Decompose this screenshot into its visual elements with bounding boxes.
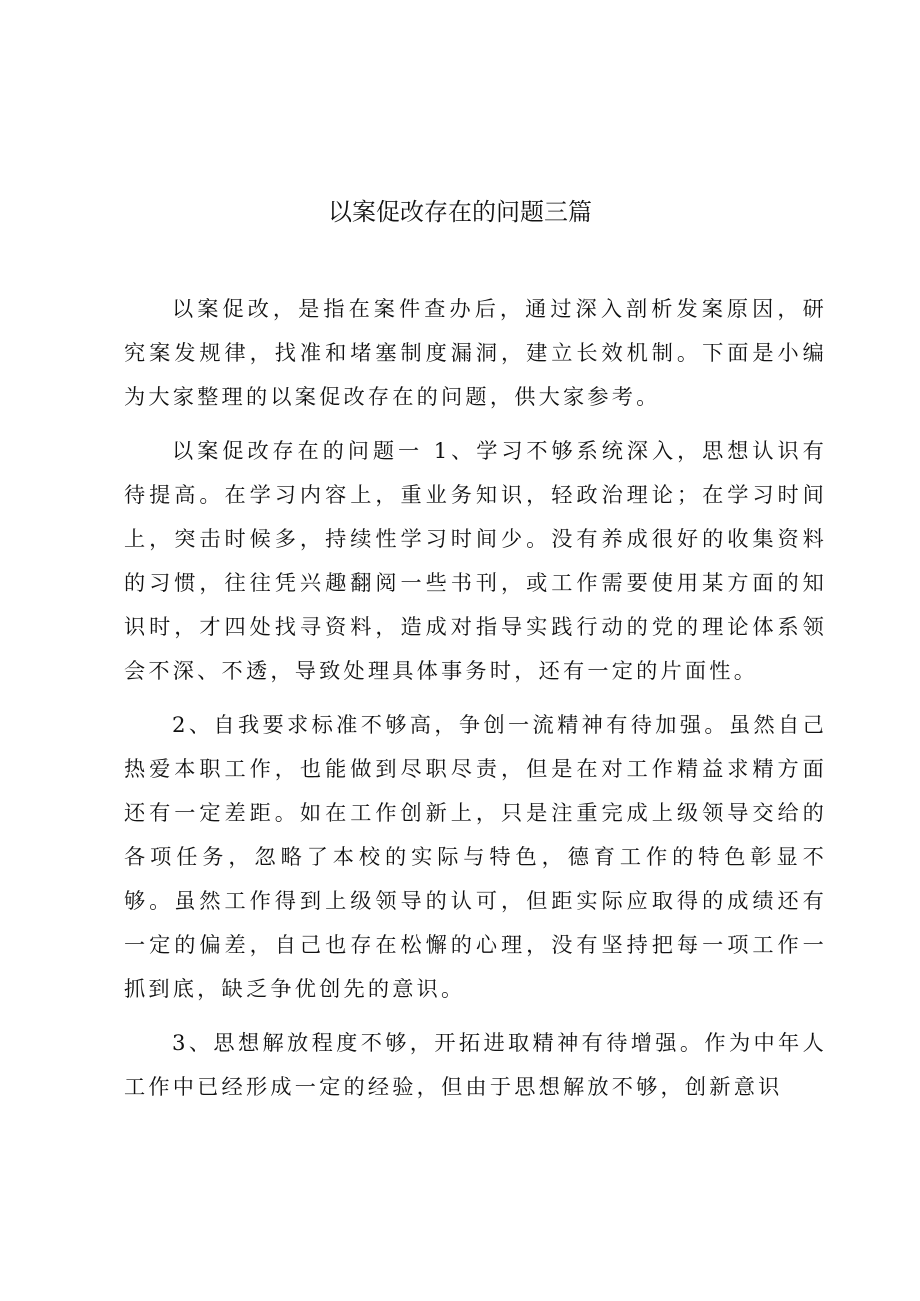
paragraph-problem-2: 2、自我要求标准不够高，争创一流精神有待加强。虽然自己热爱本职工作，也能做到尽职尽责，但是在对工作精益求精方面还有一定差距。如在工作创新上，只是注重完成上级领导交给的各项任务，忽略了本校的实际与特色，德育工作的特色彰显不够。虽然工作得到上级领导的认可，但距实际应取得的成绩还有一定的偏差，自己也存在松懈的心理，没有坚持把每一项工作一抓到底，缺乏争优创先的意识。 [124,712,827,1001]
document-title: 以案促改存在的问题三篇 [328,198,592,226]
paragraph-problem-3: 3、思想解放程度不够，开拓进取精神有待增强。作为中年人工作中已经形成一定的经验，但由于思想解放不够，创新意识 [124,1030,827,1099]
document-body [124,287,827,1119]
paragraph-intro: 以案促改，是指在案件查办后，通过深入剖析发案原因，研究案发规律，找准和堵塞制度漏洞，建立长效机制。下面是小编为大家整理的以案促改存在的问题，供大家参考。 [124,296,827,409]
paragraph-problem-1: 以案促改存在的问题一 1、学习不够系统深入，思想认识有待提高。在学习内容上，重业务知识，轻政治理论；在学习时间上，突击时候多，持续性学习时间少。没有养成很好的收集资料的习惯，往往凭兴趣翻阅一些书刊，或工作需要使用某方面的知识时，才四处找寻资料，造成对指导实践行动的党的理论体系领会不深、不透，导致处理具体事务时，还有一定的片面性。 [124,438,827,683]
